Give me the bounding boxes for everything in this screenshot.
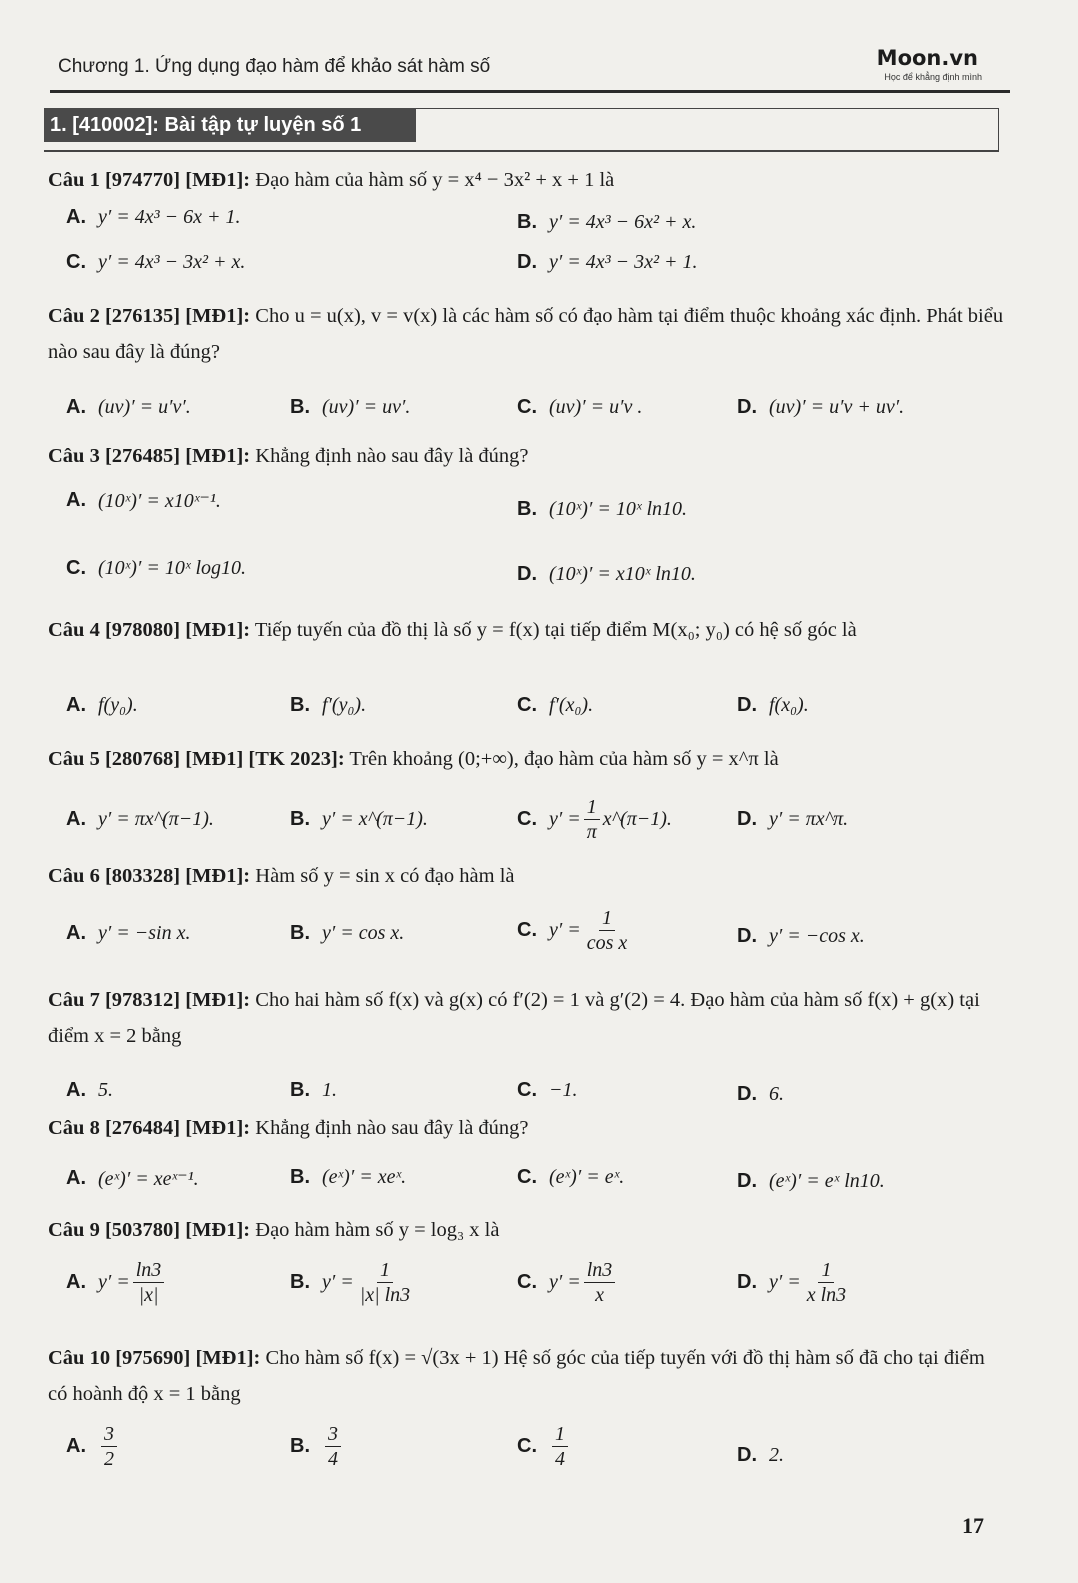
q5-option-c[interactable]: C. y′ = $\frac{1}{\pi}$ x^(π−1). bbox=[517, 796, 672, 843]
question-text: Đạo hàm hàm số y = log₃ x là bbox=[250, 1219, 500, 1241]
question-10 bbox=[48, 1340, 1008, 1412]
question-8 bbox=[48, 1110, 1008, 1146]
q10-option-a[interactable]: A. $\frac{3}{2}$ bbox=[66, 1422, 120, 1471]
question-tag: [280768] [MĐ1] [TK 2023]: bbox=[99, 748, 345, 770]
q1-option-a[interactable]: A. y′ = 4x³ − 6x + 1. bbox=[66, 206, 241, 228]
q8-option-c[interactable]: C. (eˣ)′ = eˣ. bbox=[517, 1166, 625, 1188]
q4-option-b[interactable]: B. f′(y₀). bbox=[290, 694, 367, 716]
q4-option-a[interactable]: A. f(y₀). bbox=[66, 694, 138, 716]
question-3 bbox=[48, 438, 1008, 474]
q4-option-c[interactable]: C. f′(x₀). bbox=[517, 694, 594, 716]
question-text: Trên khoảng (0;+∞), đạo hàm của hàm số y = x^π là bbox=[344, 748, 779, 770]
page-number: 17 bbox=[962, 1513, 984, 1538]
question-text: Tiếp tuyến của đồ thị là số y = f(x) tại tiếp điểm M(x₀; y₀) có hệ số góc là bbox=[250, 619, 857, 641]
q1-option-d[interactable]: D. y′ = 4x³ − 3x² + 1. bbox=[517, 251, 698, 273]
q6-option-b[interactable]: B. y′ = cos x. bbox=[290, 922, 405, 944]
header-divider bbox=[50, 90, 1010, 93]
q3-option-b[interactable]: B. (10ˣ)′ = 10ˣ ln10. bbox=[517, 498, 688, 520]
question-4 bbox=[48, 612, 1008, 648]
question-number: Câu 3 bbox=[48, 445, 100, 467]
question-number: Câu 4 bbox=[48, 619, 100, 641]
fraction: $\frac{1}{\text{x ln3}}$ bbox=[806, 1259, 847, 1306]
q7-option-c[interactable]: C. −1. bbox=[517, 1079, 578, 1101]
q5-option-a[interactable]: A. y′ = πx^(π−1). bbox=[66, 808, 214, 830]
question-7 bbox=[48, 982, 1008, 1054]
question-tag: [975690] [MĐ1]: bbox=[110, 1347, 261, 1369]
fraction: $\frac{3}{2}$ bbox=[101, 1422, 117, 1471]
q6-option-a[interactable]: A. y′ = −sin x. bbox=[66, 922, 191, 944]
question-tag: [503780] [MĐ1]: bbox=[99, 1219, 251, 1241]
q7-option-a[interactable]: A. 5. bbox=[66, 1079, 113, 1101]
q7-option-b[interactable]: B. 1. bbox=[290, 1079, 337, 1101]
question-tag: [974770] [MĐ1]: bbox=[99, 169, 251, 191]
question-number: Câu 2 bbox=[48, 305, 100, 327]
fraction: $\frac{\ln 3}{|x|}$ bbox=[133, 1258, 165, 1307]
fraction: $\frac{1}{\text{cos x}}$ bbox=[586, 907, 628, 954]
q9-option-c[interactable]: C. y′ = $\frac{\ln 3}{x}$ bbox=[517, 1258, 618, 1307]
q3-option-a[interactable]: A. (10ˣ)′ = x10ˣ⁻¹. bbox=[66, 489, 221, 512]
q2-option-c[interactable]: C. (uv)′ = u′v . bbox=[517, 396, 643, 418]
question-number: Câu 9 bbox=[48, 1219, 100, 1241]
question-1 bbox=[48, 162, 1008, 198]
q10-option-b[interactable]: B. $\frac{3}{4}$ bbox=[290, 1422, 344, 1471]
q8-option-d[interactable]: D. (eˣ)′ = eˣ ln10. bbox=[737, 1170, 885, 1192]
q5-option-d[interactable]: D. y′ = πx^π. bbox=[737, 808, 849, 830]
question-9 bbox=[48, 1212, 1008, 1248]
question-number: Câu 5 bbox=[48, 748, 100, 770]
q2-option-d[interactable]: D. (uv)′ = u′v + uv′. bbox=[737, 396, 905, 418]
q3-option-c[interactable]: C. (10ˣ)′ = 10ˣ log10. bbox=[66, 557, 247, 579]
q9-option-a[interactable]: A. y′ = $\frac{\ln 3}{|x|}$ bbox=[66, 1258, 167, 1307]
q10-option-c[interactable]: C. $\frac{1}{4}$ bbox=[517, 1422, 571, 1471]
question-6 bbox=[48, 858, 1008, 894]
chapter-title: Chương 1. Ứng dụng đạo hàm để khảo sát hàm số bbox=[58, 56, 491, 77]
q2-option-b[interactable]: B. (uv)′ = uv′. bbox=[290, 396, 411, 418]
q1-option-b[interactable]: B. y′ = 4x³ − 6x² + x. bbox=[517, 211, 697, 233]
fraction: $\frac{1}{\pi}$ bbox=[584, 795, 600, 844]
q6-option-c[interactable]: C. y′ = $\frac{1}{\text{cos x}}$ bbox=[517, 906, 633, 955]
question-number: Câu 10 bbox=[48, 1347, 111, 1369]
question-number: Câu 6 bbox=[48, 865, 100, 887]
question-tag: [276485] [MĐ1]: bbox=[99, 445, 251, 467]
q9-option-b[interactable]: B. y′ = $\frac{1}{|x| \ln 3}$ bbox=[290, 1258, 416, 1307]
q8-option-a[interactable]: A. (eˣ)′ = xeˣ⁻¹. bbox=[66, 1167, 199, 1190]
question-tag: [276135] [MĐ1]: bbox=[99, 305, 251, 327]
q4-option-d[interactable]: D. f(x₀). bbox=[737, 694, 809, 716]
question-text: Khẳng định nào sau đây là đúng? bbox=[250, 445, 529, 467]
fraction: $\frac{3}{4}$ bbox=[325, 1422, 341, 1471]
question-5 bbox=[48, 741, 1008, 777]
question-text: Đạo hàm của hàm số y = x⁴ − 3x² + x + 1 là bbox=[250, 169, 615, 191]
q2-option-a[interactable]: A. (uv)′ = u′v′. bbox=[66, 396, 191, 418]
q9-option-d[interactable]: D. y′ = $\frac{1}{\text{x ln3}}$ bbox=[737, 1258, 852, 1307]
section-title: 1. [410002]: Bài tập tự luyện số 1 bbox=[44, 108, 416, 142]
question-text: Hàm số y = sin x có đạo hàm là bbox=[250, 865, 515, 887]
q1-option-c[interactable]: C. y′ = 4x³ − 3x² + x. bbox=[66, 251, 246, 273]
q10-option-d[interactable]: D. 2. bbox=[737, 1444, 784, 1466]
question-2 bbox=[48, 298, 1008, 370]
q6-option-d[interactable]: D. y′ = −cos x. bbox=[737, 925, 865, 947]
q3-option-d[interactable]: D. (10ˣ)′ = x10ˣ ln10. bbox=[517, 563, 696, 585]
question-tag: [803328] [MĐ1]: bbox=[99, 865, 251, 887]
q8-option-b[interactable]: B. (eˣ)′ = xeˣ. bbox=[290, 1166, 407, 1188]
question-text: Khẳng định nào sau đây là đúng? bbox=[250, 1117, 529, 1139]
question-tag: [978080] [MĐ1]: bbox=[99, 619, 251, 641]
question-number: Câu 7 bbox=[48, 989, 100, 1011]
fraction: $\frac{1}{|x| \ln 3}$ bbox=[359, 1259, 411, 1306]
question-tag: [276484] [MĐ1]: bbox=[99, 1117, 251, 1139]
q7-option-d[interactable]: D. 6. bbox=[737, 1083, 784, 1105]
question-tag: [978312] [MĐ1]: bbox=[99, 989, 251, 1011]
fraction: $\frac{1}{4}$ bbox=[552, 1422, 568, 1471]
question-text: Cho hàm số f(x) = √(3x + 1) Hệ số góc của tiếp tuyến với đồ thị hàm số đã cho tại điểm có hoành độ x = 1 bằng bbox=[48, 1347, 985, 1405]
q5-option-b[interactable]: B. y′ = x^(π−1). bbox=[290, 808, 428, 830]
brand-logo: Moon.vn bbox=[876, 46, 978, 70]
question-text: Cho u = u(x), v = v(x) là các hàm số có đạo hàm tại điểm thuộc khoảng xác định. Phát biểu nào sau đây là đúng? bbox=[48, 305, 1004, 363]
question-number: Câu 8 bbox=[48, 1117, 100, 1139]
brand-tagline: Học để khẳng định mình bbox=[884, 72, 982, 82]
question-text: Cho hai hàm số f(x) và g(x) có f′(2) = 1 và g′(2) = 4. Đạo hàm của hàm số f(x) + g(x) tại điểm x = 2 bằng bbox=[48, 989, 980, 1047]
question-number: Câu 1 bbox=[48, 169, 100, 191]
fraction: $\frac{\ln 3}{x}$ bbox=[584, 1258, 616, 1307]
